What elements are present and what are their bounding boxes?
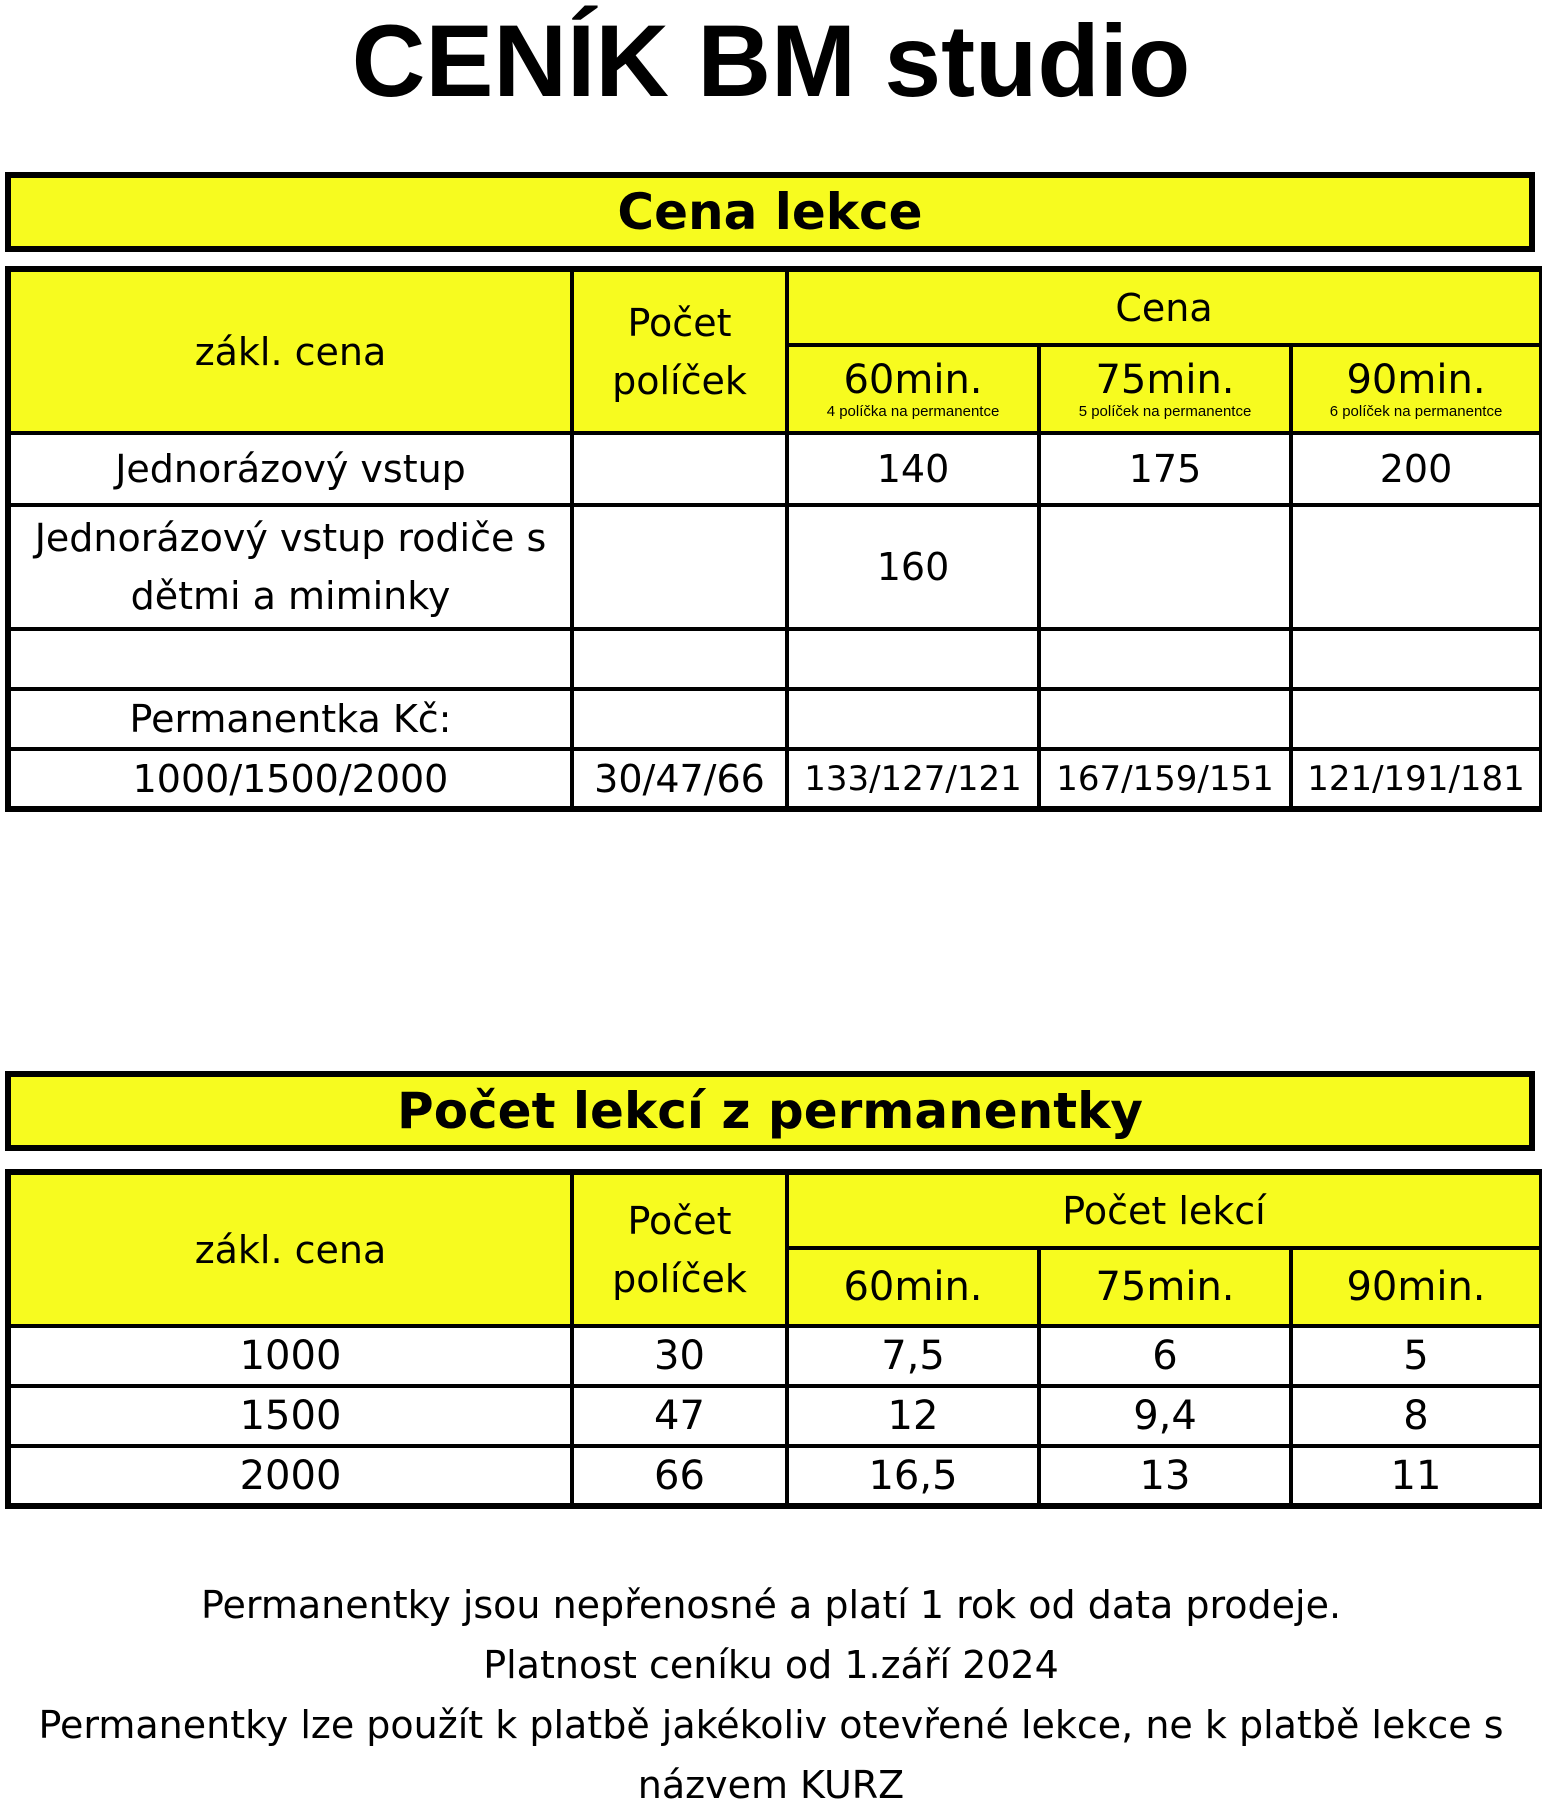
row-base: 1500 [8,1386,572,1446]
row-base: 1000 [8,1326,572,1386]
footer-line: Permanentky jsou nepřenosné a platí 1 rok od data prodeje. [200,1583,1342,1627]
table-row [8,505,1542,629]
section-banner-pocet-lekci: Počet lekcí z permanentky [5,1071,1535,1151]
price-60: 133/127/121 [787,749,1039,809]
duration-note: 5 políček na permanentce [1078,403,1252,420]
table-row [8,1326,1542,1386]
footer-line: Permanentky lze použít k platbě jakékoliv otevřené lekce, ne k platbě lekce s [38,1703,1504,1747]
header-field-count: Počet políček [572,269,787,433]
table-row [8,629,1542,689]
row-label: 1000/1500/2000 [8,749,572,809]
lessons-60: 16,5 [787,1446,1039,1506]
header-lessons-group: Počet lekcí [787,1172,1542,1248]
header-duration-60: 60min. [787,1248,1039,1326]
header-base-price: zákl. cena [8,269,572,433]
lessons-90: 5 [1291,1326,1542,1386]
price-90: 121/191/181 [1291,749,1542,809]
lessons-75: 13 [1039,1446,1291,1506]
footer-line: názvem KURZ [637,1763,905,1807]
table-row [8,689,1542,749]
price-60 [787,629,1039,689]
section-banner-cena-lekce: Cena lekce [5,172,1535,252]
header-duration-90: 90min. [1291,1248,1542,1326]
price-90 [1291,689,1542,749]
lessons-90: 8 [1291,1386,1542,1446]
row-label [8,629,572,689]
row-fields [572,433,787,505]
price-60 [787,689,1039,749]
duration-label: 60min. [843,357,983,403]
price-90 [1291,629,1542,689]
table-row [8,1446,1542,1506]
lessons-60: 7,5 [787,1326,1039,1386]
row-fields [572,505,787,629]
table-row [8,1386,1542,1446]
table-row [8,433,1542,505]
row-base: 2000 [8,1446,572,1506]
lessons-75: 6 [1039,1326,1291,1386]
header-price-group: Cena [787,269,1542,345]
row-fields: 47 [572,1386,787,1446]
duration-note: 6 políček na permanentce [1329,403,1503,420]
price-75 [1039,629,1291,689]
row-label: Jednorázový vstup [8,433,572,505]
lessons-75: 9,4 [1039,1386,1291,1446]
header-base-price: zákl. cena [8,1172,572,1326]
header-duration-90 [1291,345,1542,433]
row-fields [572,689,787,749]
table-row [8,749,1542,809]
price-table [5,266,1542,812]
price-90: 200 [1291,433,1542,505]
price-75 [1039,505,1291,629]
duration-note: 4 políčka na permanentce [826,403,1000,420]
header-duration-75: 75min. [1039,1248,1291,1326]
price-60: 160 [787,505,1039,629]
row-fields: 66 [572,1446,787,1506]
footer-notes [0,1575,1542,1815]
lessons-table [5,1169,1542,1509]
price-90 [1291,505,1542,629]
lessons-90: 11 [1291,1446,1542,1506]
page-title: CENÍK BM studio [351,4,1191,118]
row-label: Permanentka Kč: [8,689,572,749]
footer-line: Platnost ceníku od 1.září 2024 [483,1643,1059,1687]
duration-label: 75min. [1095,357,1235,403]
price-75: 167/159/151 [1039,749,1291,809]
row-label: Jednorázový vstup rodiče s dětmi a miminky [8,505,572,629]
row-fields: 30/47/66 [572,749,787,809]
price-60: 140 [787,433,1039,505]
lessons-60: 12 [787,1386,1039,1446]
header-duration-60 [787,345,1039,433]
row-fields [572,629,787,689]
duration-label: 90min. [1346,357,1486,403]
header-field-count: Počet políček [572,1172,787,1326]
price-75 [1039,689,1291,749]
header-duration-75 [1039,345,1291,433]
price-75: 175 [1039,433,1291,505]
row-fields: 30 [572,1326,787,1386]
